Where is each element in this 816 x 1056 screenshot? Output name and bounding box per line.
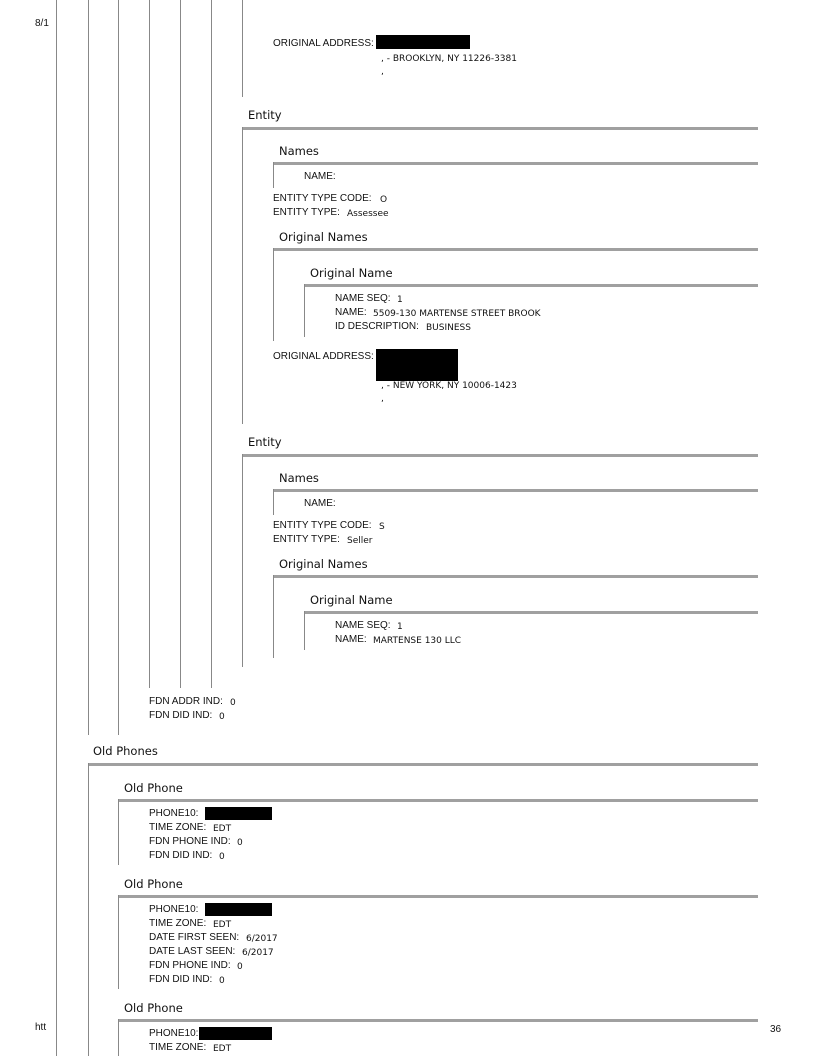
old-phone-2-tz-value: EDT (213, 920, 232, 930)
entity-2-orig-names-rule (273, 575, 758, 578)
fdn-did-label: FDN DID IND: (149, 710, 213, 721)
entity-1-name-seq-label: NAME SEQ: (335, 293, 391, 304)
redaction-bar (205, 903, 272, 916)
entity-1-original-address-label: ORIGINAL ADDRESS: (273, 351, 374, 362)
old-phone-3-phone-label: PHONE10: (149, 1028, 199, 1039)
entity-2-name-seq-label: NAME SEQ: (335, 620, 391, 631)
address-line: , - BROOKLYN, NY 11226-3381 (381, 54, 517, 64)
entity-1-id-desc-value: BUSINESS (426, 323, 471, 333)
old-phone-3-title: Old Phone (124, 1001, 183, 1015)
entity-1-name-label: NAME: (304, 171, 336, 182)
entity-1-orig-names-title: Original Names (279, 230, 368, 244)
entity-2-orig-names-title: Original Names (279, 557, 368, 571)
old-phone-1-tz-label: TIME ZONE: (149, 822, 207, 833)
nest-line-1 (56, 0, 57, 1056)
margin-page-fragment: 36 (770, 1024, 782, 1035)
entity-1-names-title: Names (279, 144, 319, 158)
entity-2-type-label: ENTITY TYPE: (273, 534, 340, 545)
entity-1-address-line-2: , (381, 394, 384, 404)
old-phone-3-border (118, 1019, 119, 1056)
entity-1-orig-name-label: NAME: (335, 307, 367, 318)
old-phone-1-fdn-did-label: FDN DID IND: (149, 850, 213, 861)
old-phone-2-first-seen-label: DATE FIRST SEEN: (149, 932, 240, 943)
entity-1-names-rule (273, 162, 758, 165)
old-phone-3-tz-value: EDT (213, 1044, 232, 1054)
old-phone-3-tz-label: TIME ZONE: (149, 1042, 207, 1053)
entity-1-orig-name-border (304, 284, 305, 337)
old-phone-1-fdn-phone-label: FDN PHONE IND: (149, 836, 231, 847)
entity-2-name-label: NAME: (304, 498, 336, 509)
entity-2-names-rule (273, 489, 758, 492)
original-address-label: ORIGINAL ADDRESS: (273, 38, 374, 49)
old-phone-1-border (118, 799, 119, 865)
entity-1-address-line: , - NEW YORK, NY 10006-1423 (381, 381, 517, 391)
entity-2-title: Entity (248, 435, 282, 449)
old-phone-2-first-seen-value: 6/2017 (246, 934, 278, 944)
entity-1-name-seq-value: 1 (397, 295, 403, 305)
old-phone-2-fdn-phone-label: FDN PHONE IND: (149, 960, 231, 971)
redaction-bar (199, 1027, 272, 1040)
margin-url-fragment: htt (35, 1022, 47, 1033)
entity-2-orig-name-border (304, 611, 305, 650)
fdn-addr-label: FDN ADDR IND: (149, 696, 223, 707)
old-phone-2-fdn-phone-value: 0 (237, 962, 243, 972)
entity-1-orig-names-rule (273, 248, 758, 251)
entity-1-orig-name-title: Original Name (310, 266, 393, 280)
nest-line-5 (180, 0, 181, 688)
old-phones-rule (88, 763, 758, 766)
old-phones-title: Old Phones (93, 744, 158, 758)
old-phone-1-phone-label: PHONE10: (149, 808, 199, 819)
old-phone-3-rule (118, 1019, 758, 1022)
entity-2-orig-name-label: NAME: (335, 634, 367, 645)
entity-1-id-desc-label: ID DESCRIPTION: (335, 321, 419, 332)
entity-1-type-code-value: O (380, 195, 388, 205)
old-phone-2-fdn-did-value: 0 (219, 976, 225, 986)
entity-1-border (242, 127, 243, 424)
entity-1-names-border (273, 162, 274, 188)
entity-2-orig-name-value: MARTENSE 130 LLC (373, 636, 462, 646)
redaction-bar (376, 349, 458, 381)
old-phone-2-rule (118, 895, 758, 898)
old-phone-2-fdn-did-label: FDN DID IND: (149, 974, 213, 985)
old-phone-2-last-seen-value: 6/2017 (242, 948, 274, 958)
fdn-did-value: 0 (219, 712, 225, 722)
redaction-bar (205, 807, 272, 820)
entity-2-names-border (273, 489, 274, 515)
entity-2-names-title: Names (279, 471, 319, 485)
nest-line-4 (149, 0, 150, 688)
redaction-bar (376, 35, 470, 49)
old-phone-2-last-seen-label: DATE LAST SEEN: (149, 946, 236, 957)
entity-1-type-value: Assessee (347, 209, 389, 219)
nest-line-2 (88, 0, 89, 735)
old-phone-1-rule (118, 799, 758, 802)
entity-1-type-label: ENTITY TYPE: (273, 207, 340, 218)
old-phone-2-tz-label: TIME ZONE: (149, 918, 207, 929)
entity-1-orig-name-value: 5509-130 MARTENSE STREET BROOK (373, 309, 541, 319)
old-phone-1-tz-value: EDT (213, 824, 232, 834)
entity-2-type-code-label: ENTITY TYPE CODE: (273, 520, 372, 531)
entity-2-name-seq-value: 1 (397, 622, 403, 632)
entity-2-type-code-value: S (379, 522, 385, 532)
entity-2-border (242, 454, 243, 667)
old-phone-1-fdn-phone-value: 0 (237, 838, 243, 848)
address-line-2: , (381, 67, 384, 77)
old-phone-2-title: Old Phone (124, 877, 183, 891)
old-phone-2-border (118, 895, 119, 989)
entity-2-orig-names-border (273, 575, 274, 658)
nest-line-7 (242, 0, 243, 97)
nest-line-6 (211, 0, 212, 688)
entity-2-rule (242, 454, 758, 457)
entity-1-orig-name-rule (304, 284, 758, 287)
entity-1-type-code-label: ENTITY TYPE CODE: (273, 193, 372, 204)
fdn-addr-value: 0 (230, 698, 236, 708)
old-phones-border (88, 763, 89, 1056)
entity-2-orig-name-title: Original Name (310, 593, 393, 607)
nest-line-3 (118, 0, 119, 735)
entity-2-type-value: Seller (347, 536, 373, 546)
old-phone-2-phone-label: PHONE10: (149, 904, 199, 915)
entity-1-rule (242, 127, 758, 130)
entity-1-title: Entity (248, 108, 282, 122)
margin-page-number: 8/1 (35, 18, 49, 29)
old-phone-1-title: Old Phone (124, 781, 183, 795)
entity-1-orig-names-border (273, 248, 274, 341)
old-phone-1-fdn-did-value: 0 (219, 852, 225, 862)
entity-2-orig-name-rule (304, 611, 758, 614)
